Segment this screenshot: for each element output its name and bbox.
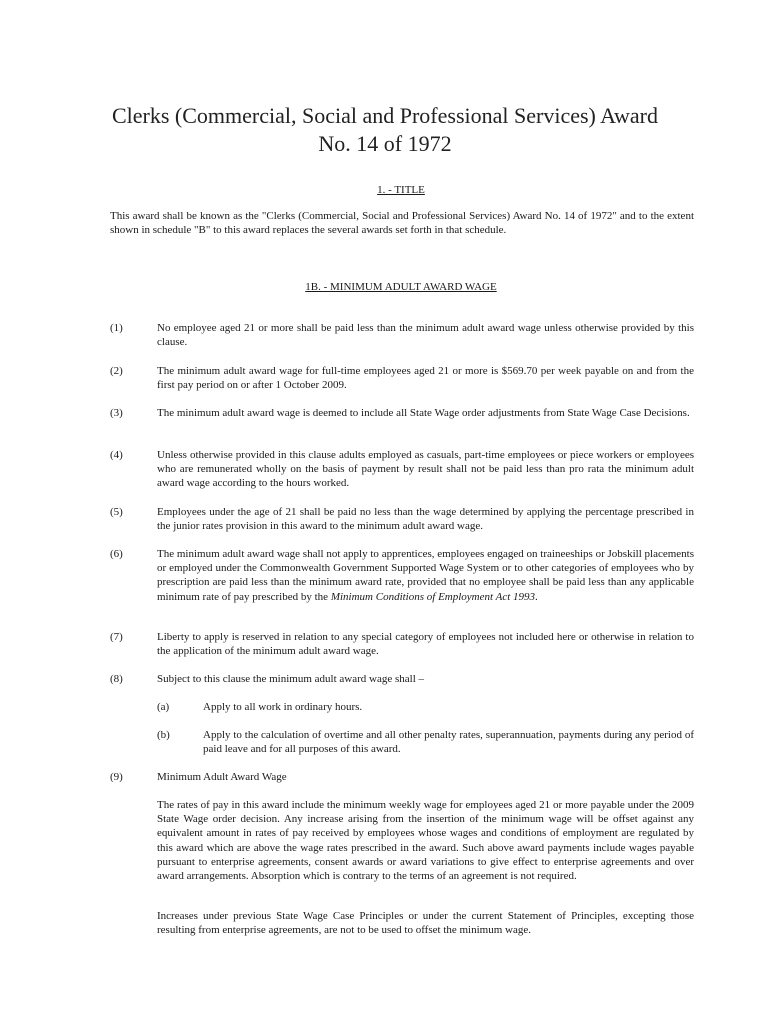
item-number: (7) xyxy=(110,631,123,643)
item-number: (1) xyxy=(110,322,123,334)
item-text xyxy=(157,547,694,604)
item-number: (9) xyxy=(110,771,123,783)
item-number: (8) xyxy=(110,673,123,685)
item-text: The minimum adult award wage for full-time employees aged 21 or more is $569.70 per week payable on and from the first pay period on or after 1 October 2009. xyxy=(157,365,694,392)
sub-item-number: (b) xyxy=(157,729,170,741)
item-text: Employees under the age of 21 shall be paid no less than the wage determined by applying the percentage prescribed in the junior rates provision in this award to the minimum adult award wage. xyxy=(157,506,694,533)
item-text: Unless otherwise provided in this clause adults employed as casuals, part-time employees or piece workers or employees who are remunerated wholly on the basis of payment by result shall not be paid less than pro rata the minimum adult award wage according to the hours worked. xyxy=(157,449,694,490)
section-heading-minimum-wage: 1B. - MINIMUM ADULT AWARD WAGE xyxy=(305,281,497,293)
item-text: Subject to this clause the minimum adult award wage shall – xyxy=(157,673,424,685)
title-line-2: No. 14 of 1972 xyxy=(318,131,452,156)
act-name: Minimum Conditions of Employment Act 1993 xyxy=(330,590,536,603)
item-number: (6) xyxy=(110,548,123,560)
item-text-tail: . xyxy=(535,590,538,603)
sub-item-number: (a) xyxy=(157,701,170,713)
item-number: (3) xyxy=(110,407,123,419)
item-number: (4) xyxy=(110,449,123,461)
sub-item-text: Apply to the calculation of overtime and all other penalty rates, superannuation, payments during any period of paid leave and for all purposes of this award. xyxy=(203,729,694,756)
item-9-paragraph-1: The rates of pay in this award include the minimum weekly wage for employees aged 21 or more payable under the 2009 State Wage order decision. Any increase arising from the insertion of the minimum wage will be offset against any equivalent amount in rates of pay received by employees whose wages and conditions of employment are regulated by this award which are above the wage rates prescribed in the award. Such above award payments include wages payable pursuant to enterprise agreements, consent awards or award variations to give effect to enterprise agreements and over award arrangements. Absorption which is contrary to the terms of an agreement is not required. xyxy=(157,799,694,883)
item-9-paragraph-2: Increases under previous State Wage Case Principles or under the current Statement of Principles, excepting those resulting from enterprise agreements, are not to be used to offset the minimum wage. xyxy=(157,910,694,937)
sub-item-text: Apply to all work in ordinary hours. xyxy=(203,701,363,713)
item-number: (5) xyxy=(110,506,123,518)
item-text: No employee aged 21 or more shall be paid less than the minimum adult award wage unless otherwise provided by this clause. xyxy=(157,322,694,349)
document-title xyxy=(60,102,710,158)
title-paragraph: This award shall be known as the "Clerks (Commercial, Social and Professional Services) Award No. 14 of 1972" and to the extent shown in schedule "B" to this award replaces the several awards set forth in that schedule. xyxy=(110,210,694,237)
title-line-1: Clerks (Commercial, Social and Professional Services) Award xyxy=(111,103,658,128)
section-heading-title: 1. - TITLE xyxy=(377,184,425,196)
item-number: (2) xyxy=(110,365,123,377)
item-text: The minimum adult award wage is deemed to include all State Wage order adjustments from State Wage Case Decisions. xyxy=(157,407,690,419)
item-text-main: The minimum adult award wage shall not apply to apprentices, employees engaged on traineeships or Jobskill placements or employed under the Commonwealth Government Supported Wage System or to other categories of employees who by prescription are paid less than the minimum award rate, provided that no employee shall be paid less than any applicable minimum rate of pay prescribed by the xyxy=(157,548,694,603)
item-text: Liberty to apply is reserved in relation to any special category of employees not included here or otherwise in relation to the application of the minimum adult award wage. xyxy=(157,631,694,658)
item-heading: Minimum Adult Award Wage xyxy=(157,771,287,783)
